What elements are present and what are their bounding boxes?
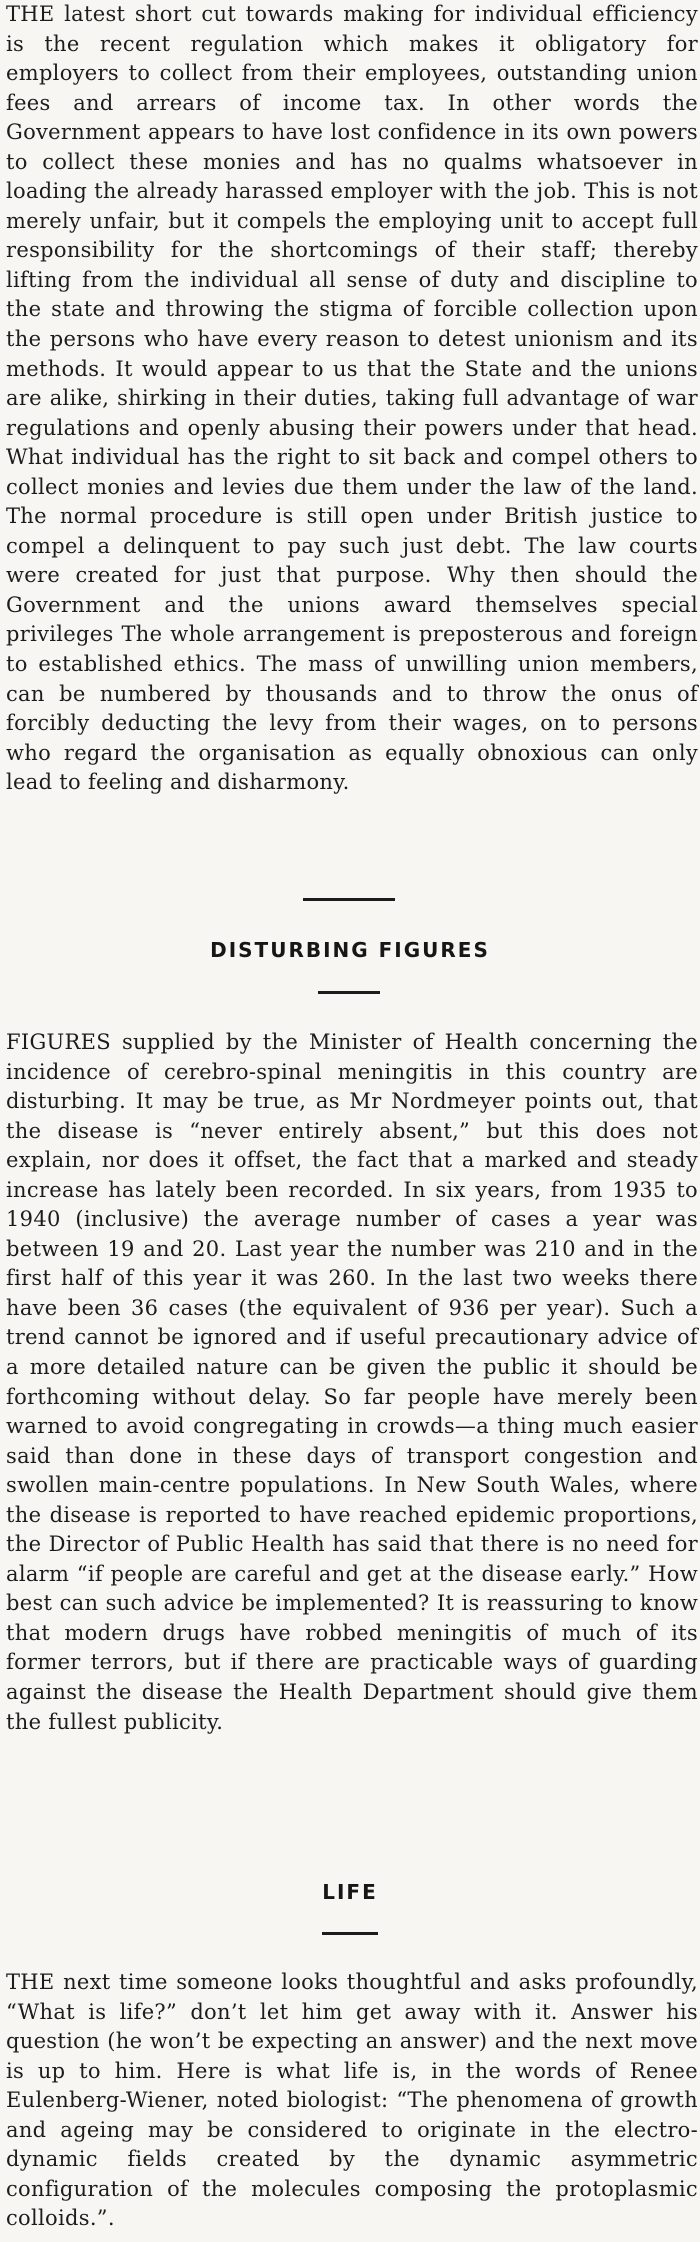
article-paragraph: THE next time someone looks thoughtful and asks profoundly, “What is life?” don’t let him get away with it. Answer his question (he won’t be expecting an answer) and the next move is up to him. Here is what life is, in the words of Renee Eulenberg-Wiener, noted biologist: “The phenomena of growth and ageing may be considered to originate in the electro-dynamic fields created by the dynamic asymmetric configuration of the molecules composing the protoplasmic colloids.”. (6, 1970, 698, 2231)
separator-rule (318, 991, 380, 994)
separator-rule (303, 898, 395, 901)
article-paragraph: THE latest short cut towards making for individual efficiency is the recent regulation which makes it obligatory for employers to collect from their employees, outstanding union fees and arrears of income tax. In other words the Government appears to have lost confidence in its own powers to collect these monies and has no qualms whatsoever in loading the already harassed employer with the job. This is not merely unfair, but it compels the employing unit to accept full responsibility for the shortcomings of their staff; thereby lifting from the individual all sense of duty and discipline to the state and throwing the stigma of forcible collection upon the persons who have every reason to detest unionism and its methods. It would appear to us that the State and the unions are alike, shirking in their duties, taking full advantage of war regulations and openly abusing their powers under that head. What individual has the right to sit back and compel others to collect monies and levies due them under the law of the land. The normal procedure is still open under British justice to compel a delinquent to pay such just debt. The law courts were created for just that purpose. Why then should the Government and the unions award themselves special privileges The whole arrangement is preposterous and foreign to established ethics. The mass of unwilling union members, can be numbered by thousands and to throw the onus of forcibly deducting the levy from their wages, on to persons who regard the organisation as equally obnoxious can only lead to feeling and disharmony. (6, 2, 698, 795)
section-heading: DISTURBING FIGURES (210, 938, 490, 962)
section-heading: LIFE (322, 1880, 378, 1904)
article-disturbing-figures (6, 1028, 698, 1737)
article-union-levies (6, 0, 698, 798)
article-life (6, 1968, 698, 2234)
article-paragraph: FIGURES supplied by the Minister of Health concerning the incidence of cerebro-spinal meningitis in this country are disturbing. It may be true, as Mr Nordmeyer points out, that the disease is “never entirely absent,” but this does not explain, nor does it offset, the fact that a marked and steady increase has lately been recorded. In six years, from 1935 to 1940 (inclusive) the average number of cases a year was between 19 and 20. Last year the number was 210 and in the first half of this year it was 260. In the last two weeks there have been 36 cases (the equivalent of 936 per year). Such a trend cannot be ignored and if useful precautionary advice of a more detailed nature can be given the public it should be forthcoming without delay. So far people have merely been warned to avoid congregating in crowds—a thing much easier said than done in these days of transport congestion and swollen main-centre populations. In New South Wales, where the disease is reported to have reached epidemic proportions, the Director of Public Health has said that there is no need for alarm “if people are careful and get at the disease early.” How best can such advice be implemented? It is reassuring to know that modern drugs have robbed meningitis of much of its former terrors, but if there are practicable ways of guarding against the disease the Health Department should give them the fullest publicity. (6, 1030, 698, 1734)
separator-rule (322, 1932, 378, 1935)
